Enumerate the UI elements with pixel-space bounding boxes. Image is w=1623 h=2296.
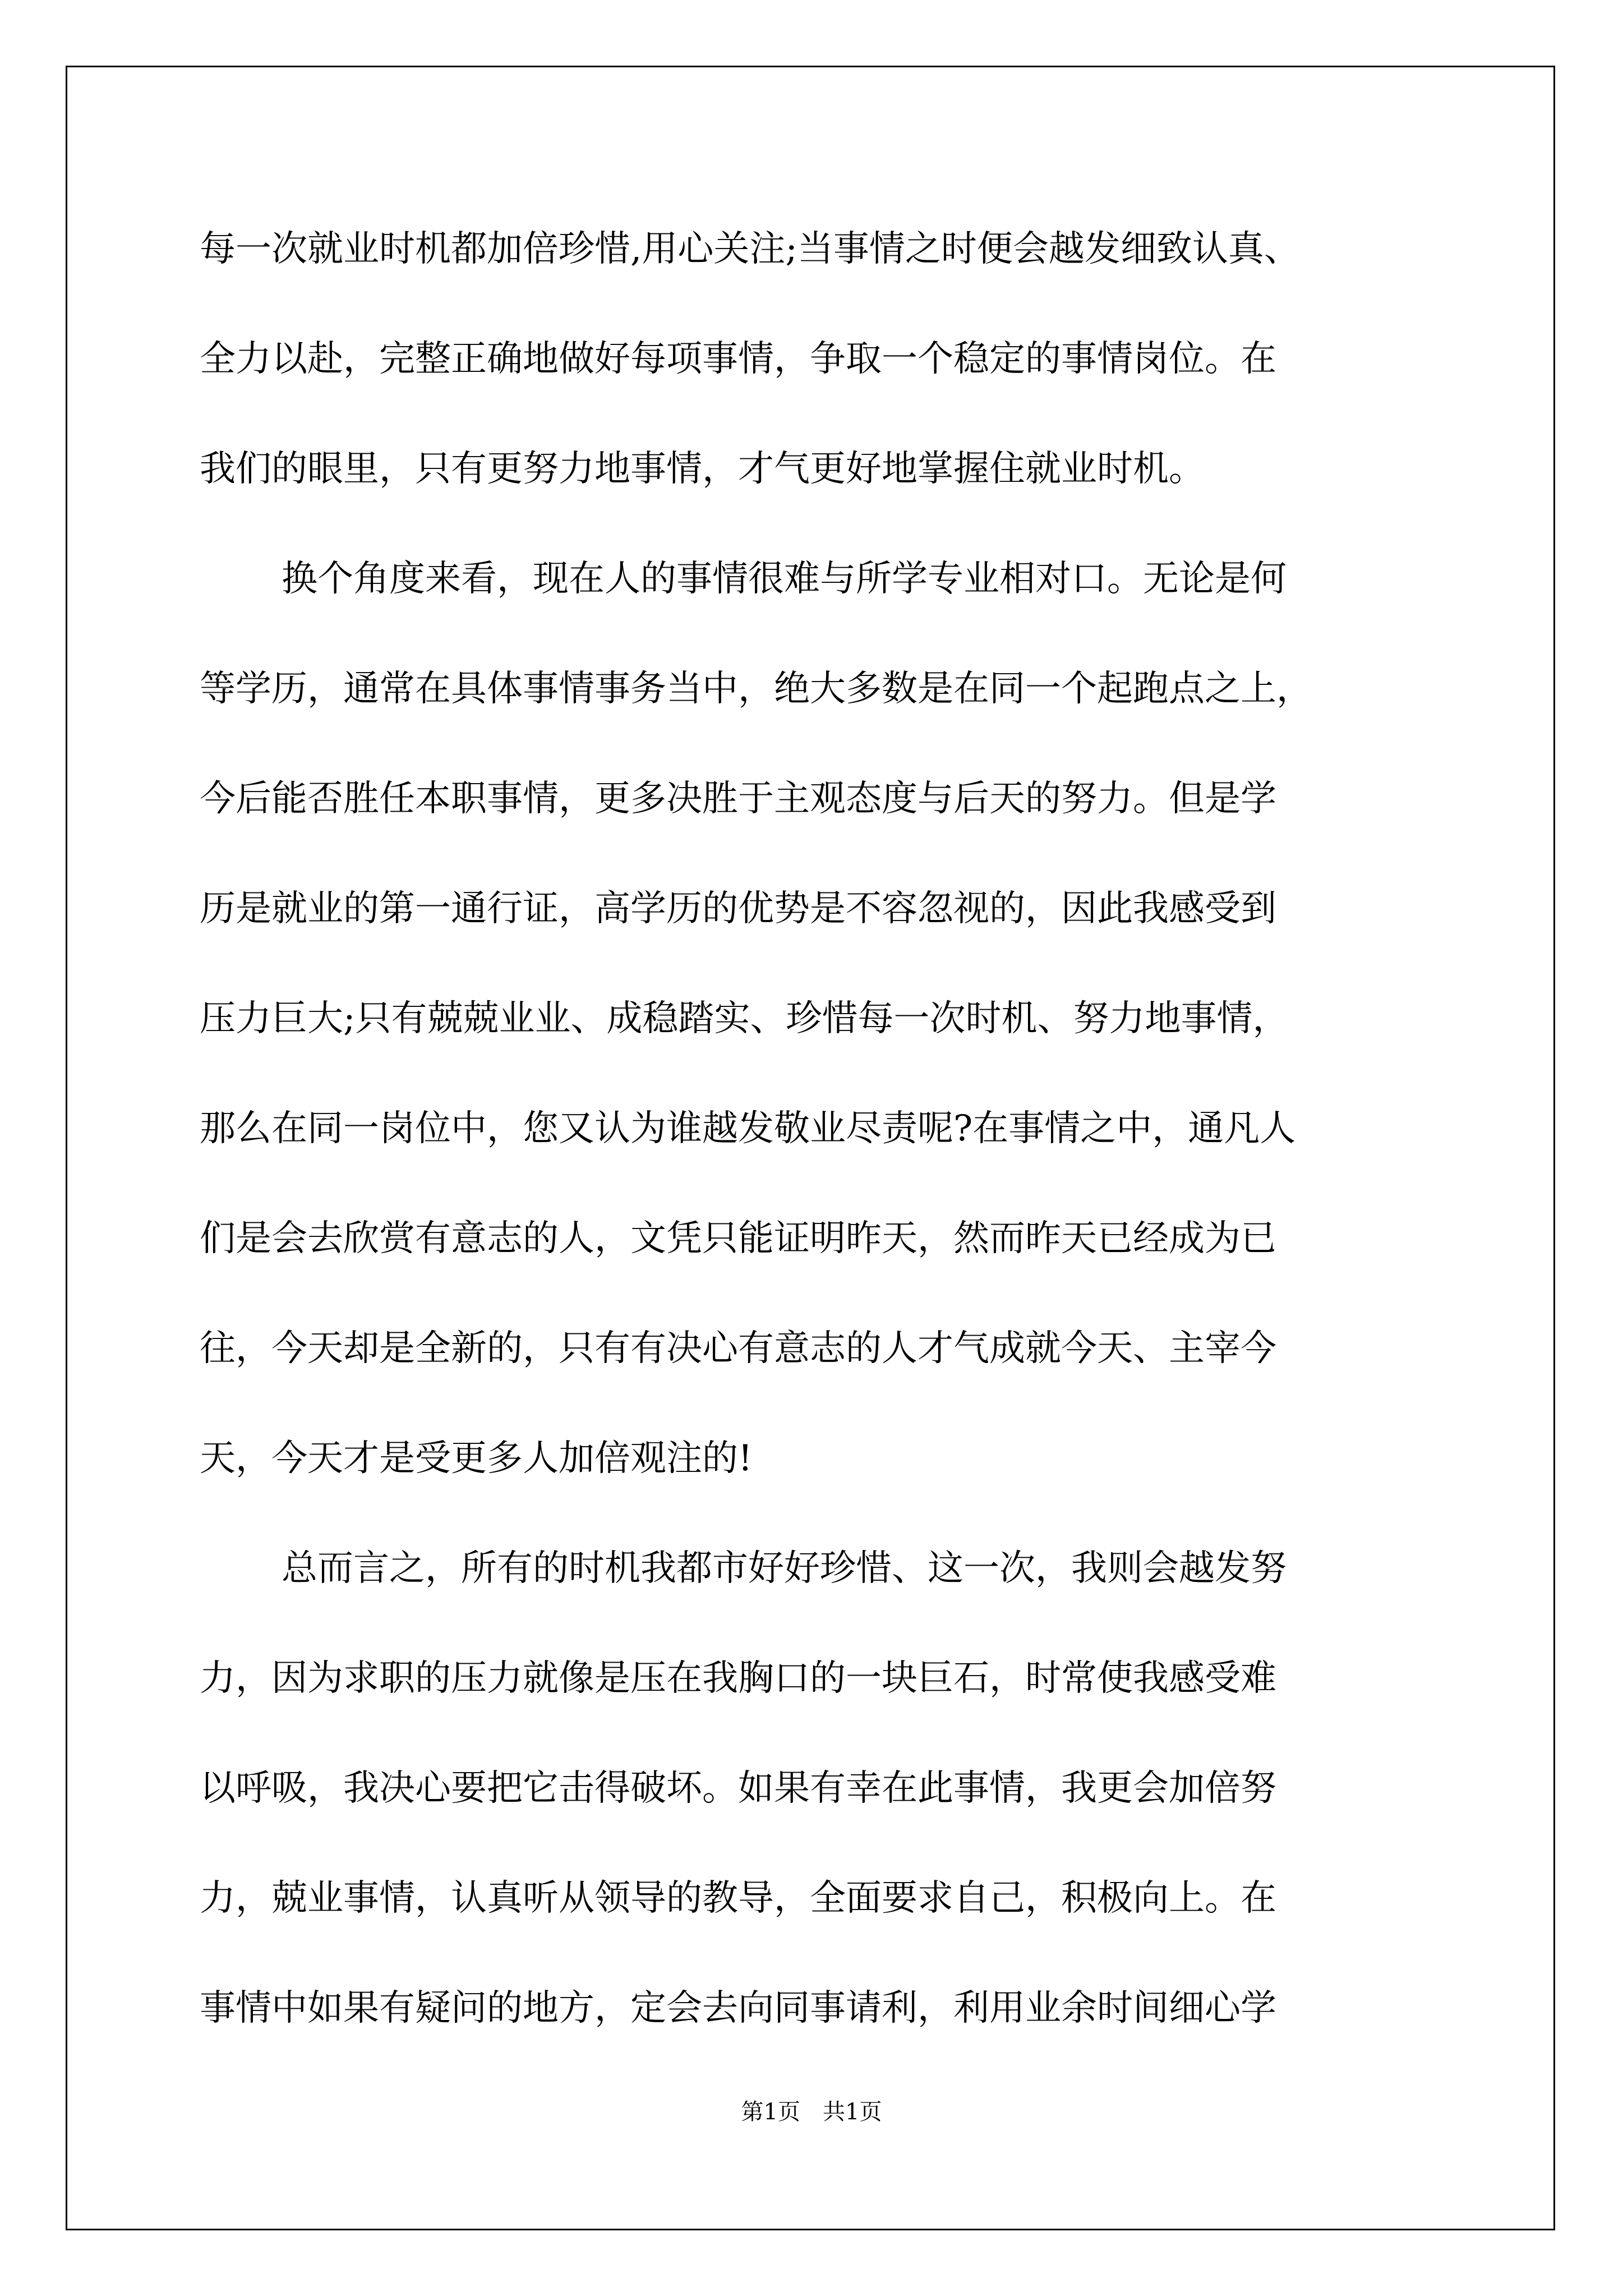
text-line: 事情中如果有疑问的地方，定会去向同事请利，利用业余时间细心学 xyxy=(200,1987,1276,2029)
text-line: 等学历，通常在具体事情事务当中，绝大多数是在同一个起跑点之上， xyxy=(200,668,1312,710)
paragraph-start-line: 总而言之，所有的时机我都市好好珍惜、这一次，我则会越发努 xyxy=(282,1548,1287,1589)
text-line: 每一次就业时机都加倍珍惜,用心关注;当事情之时便会越发细致认真、 xyxy=(200,228,1300,270)
text-line: 力，因为求职的压力就像是压在我胸口的一块巨石，时常使我感受难 xyxy=(200,1658,1276,1699)
text-line: 那么在同一岗位中，您又认为谁越发敬业尽责呢?在事情之中，通凡人 xyxy=(200,1108,1296,1149)
text-line: 往，今天却是全新的，只有有决心有意志的人才气成就今天、主宰今 xyxy=(200,1328,1276,1369)
text-line: 压力巨大;只有兢兢业业、成稳踏实、珍惜每一次时机、努力地事情， xyxy=(200,998,1289,1039)
text-line: 全力以赴，完整正确地做好每项事情，争取一个稳定的事情岗位。在 xyxy=(200,338,1276,380)
text-line: 我们的眼里，只有更努力地事情，才气更好地掌握住就业时机。 xyxy=(200,448,1205,490)
document-body xyxy=(200,194,1490,2063)
page-number-footer: 第1页 共1页 xyxy=(741,2099,882,2125)
text-line: 天，今天才是受更多人加倍观注的! xyxy=(200,1438,753,1479)
text-line: 今后能否胜任本职事情，更多决胜于主观态度与后天的努力。但是学 xyxy=(200,778,1276,820)
text-line: 历是就业的第一通行证，高学历的优势是不容忽视的，因此我感受到 xyxy=(200,888,1276,930)
text-line: 以呼吸，我决心要把它击得破坏。如果有幸在此事情，我更会加倍努 xyxy=(200,1768,1276,1809)
text-line: 力，兢业事情，认真听从领导的教导，全面要求自己，积极向上。在 xyxy=(200,1878,1276,1919)
text-line: 们是会去欣赏有意志的人，文凭只能证明昨天，然而昨天已经成为已 xyxy=(200,1218,1276,1259)
paragraph-start-line: 换个角度来看，现在人的事情很难与所学专业相对口。无论是何 xyxy=(282,558,1287,600)
